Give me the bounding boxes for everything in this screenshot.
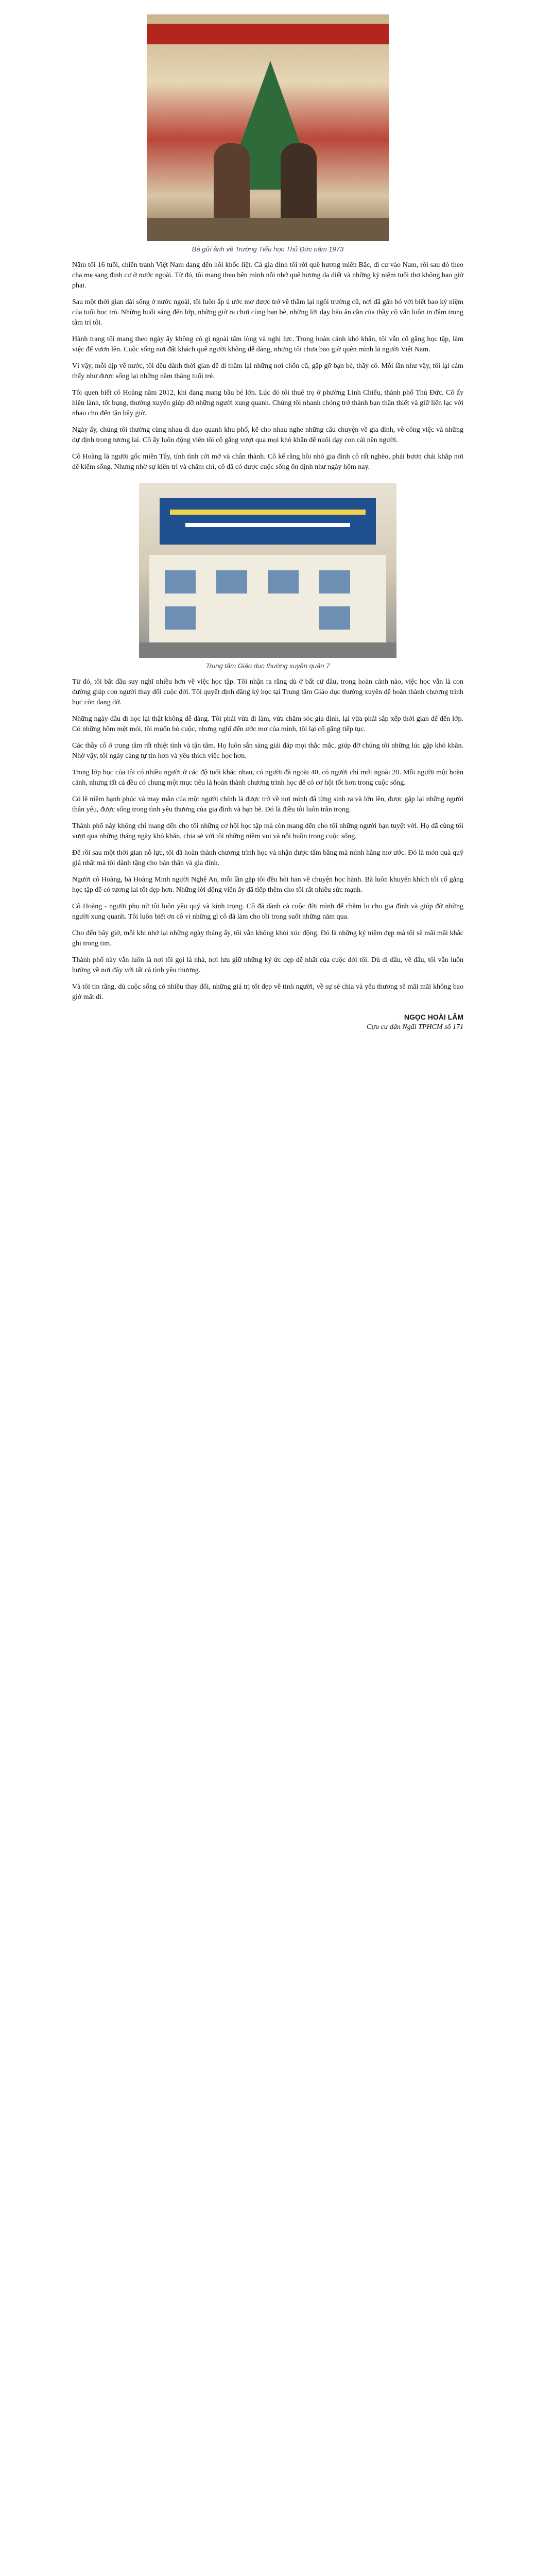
paragraph: Có lẽ niềm hạnh phúc và may mắn của một người chính là được trở về nơi mình đã từng sinh ra và lớn lên, được gặp lại những người thân yêu, được sống trong tình yêu thương của gia đình và bạn bè. Đó là điều tôi luôn trân trọng.	[72, 795, 463, 814]
photo-education-center	[139, 483, 396, 658]
paragraph: Cho đến bây giờ, mỗi khi nhớ lại những ngày tháng ấy, tôi vẫn không khỏi xúc động. Đó là những kỷ niệm đẹp mà tôi sẽ mãi mãi khắc ghi trong tim.	[72, 929, 463, 947]
paragraph: Sau một thời gian dài sống ở nước ngoài, tôi luôn ấp ủ ước mơ được trở về thăm lại ngôi trường cũ, nơi đã gắn bó với biết bao kỷ niệm của tuổi học trò. Những buổi sáng đến lớp, những giờ ra chơi cùng bạn bè, những lời dạy bảo ân cần của thầy cô vẫn luôn in đậm trong tâm trí tôi.	[72, 298, 463, 327]
paragraph: Người cô Hoàng, bà Hoàng Minh người Nghệ An, mỗi lần gặp tôi đều hỏi han về chuyện học hành. Bà luôn khuyến khích tôi cố gắng học tập để có tương lai tốt đẹp hơn. Những lời động viên ấy đã tiếp thêm cho tôi rất nhiều sức mạnh.	[72, 876, 463, 894]
article	[72, 0, 463, 1031]
paragraph: Vì vậy, mỗi dịp về nước, tôi đều dành thời gian để đi thăm lại những nơi chốn cũ, gặp gỡ bạn bè, thầy cô. Mỗi lần như vậy, tôi lại cảm thấy như được sống lại những năm tháng tuổi trẻ.	[72, 362, 463, 380]
author-signature	[72, 1013, 463, 1031]
paragraph: Và tôi tin rằng, dù cuộc sống có nhiều thay đổi, những giá trị tốt đẹp về tình người, về sự sẻ chia và yêu thương sẽ mãi mãi không bao giờ mất đi.	[72, 983, 463, 1001]
figure-education-center	[72, 483, 463, 670]
paragraph: Ngày ấy, chúng tôi thường cùng nhau đi dạo quanh khu phố, kể cho nhau nghe những câu chuyện về gia đình, về công việc và những dự định trong tương lai. Cô ấy luôn động viên tôi cố gắng vượt qua mọi khó khăn để nuôi dạy con cái nên người.	[72, 426, 463, 444]
figure-caption: Trung tâm Giáo dục thường xuyên quận 7	[205, 662, 330, 670]
author-name: NGỌC HOÀI LÂM	[404, 1013, 463, 1021]
paragraph: Các thầy cô ở trung tâm rất nhiệt tình và tận tâm. Họ luôn sẵn sàng giải đáp mọi thắc mắc, giúp đỡ chúng tôi những lúc gặp khó khăn. Nhờ vậy, tôi ngày càng tự tin hơn và yêu thích việc học hơn.	[72, 742, 463, 760]
paragraph: Hành trang tôi mang theo ngày ấy không có gì ngoài tấm lòng và nghị lực. Trong hoàn cảnh khó khăn, tôi vẫn cố gắng học tập, làm việc để vươn lên. Cuộc sống nơi đất khách quê người không dễ dàng, nhưng tôi chưa bao giờ quên mình là người Việt Nam.	[72, 335, 463, 353]
paragraph: Từ đó, tôi bắt đầu suy nghĩ nhiều hơn về việc học tập. Tôi nhận ra rằng dù ở bất cứ đâu, trong hoàn cảnh nào, việc học vẫn là con đường giúp con người thay đổi cuộc đời. Tôi quyết định đăng ký học tại Trung tâm Giáo dục thường xuyên để hoàn thành chương trình học còn dang dở.	[72, 678, 463, 706]
paragraph: Tôi quen biết cô Hoàng năm 2012, khi đang mang bầu bé lớn. Lúc đó tôi thuê trọ ở phường Linh Chiểu, thành phố Thủ Đức. Cô ấy hiền lành, tốt bụng, thường xuyên giúp đỡ những người xung quanh. Chúng tôi nhanh chóng trở thành bạn thân thiết và giữ liên lạc với nhau cho đến tận bây giờ.	[72, 389, 463, 417]
paragraph: Năm tôi 16 tuổi, chiến tranh Việt Nam đang đến hồi khốc liệt. Cả gia đình tôi rời quê hương miền Bắc, di cư vào Nam, rồi sau đó theo cha mẹ sang định cư ở nước ngoài. Từ đó, tôi mang theo bên mình nỗi nhớ quê hương da diết và những kỷ niệm tuổi thơ không bao giờ phai.	[72, 261, 463, 290]
figure-caption: Bà gửi ảnh về Trường Tiểu học Thủ Đức năm 1973	[192, 245, 344, 253]
paragraph: Cô Hoàng là người gốc miền Tây, tính tình cởi mở và chân thành. Cô kể rằng hồi nhỏ gia đình cô rất nghèo, phải bươn chải khắp nơi để kiếm sống. Nhưng nhờ sự kiên trì và chăm chỉ, cô đã có được cuộc sống ổn định như ngày hôm nay.	[72, 453, 463, 471]
author-source: Cựu cư dân Ngãi TPHCM số 171	[367, 1023, 463, 1031]
paragraph: Cô Hoàng - người phụ nữ tôi luôn yêu quý và kính trọng. Cô đã dành cả cuộc đời mình để chăm lo cho gia đình và giúp đỡ những người xung quanh. Tôi luôn biết ơn cô vì những gì cô đã làm cho tôi trong suốt những năm qua.	[72, 903, 463, 921]
paragraph: Thành phố này vẫn luôn là nơi tôi gọi là nhà, nơi lưu giữ những ký ức đẹp đẽ nhất của cuộc đời tôi. Dù đi đâu, về đâu, tôi vẫn luôn hướng về nơi đây với tất cả tình yêu thương.	[72, 956, 463, 974]
paragraph: Trong lớp học của tôi có nhiều người ở các độ tuổi khác nhau, có người đã ngoài 40, có người chỉ mới ngoài 20. Mỗi người một hoàn cảnh, nhưng tất cả đều có chung một mục tiêu là hoàn thành chương trình học để có cơ hội tốt hơn trong cuộc sống.	[72, 769, 463, 787]
photo-school-visit	[147, 14, 389, 241]
paragraph: Thành phố này không chỉ mang đến cho tôi những cơ hội học tập mà còn mang đến cho tôi những người bạn tuyệt vời. Họ đã cùng tôi vượt qua những tháng ngày khó khăn, chia sẻ với tôi những niềm vui và nỗi buồn trong cuộc sống.	[72, 822, 463, 840]
paragraph: Để rồi sau một thời gian nỗ lực, tôi đã hoàn thành chương trình học và nhận được tấm bằng mà mình hằng mơ ước. Đó là món quà quý giá nhất mà tôi dành tặng cho bản thân và gia đình.	[72, 849, 463, 867]
figure-school-visit	[72, 14, 463, 253]
paragraph: Những ngày đầu đi học lại thật không dễ dàng. Tôi phải vừa đi làm, vừa chăm sóc gia đình, lại vừa phải sắp xếp thời gian để đến lớp. Có những hôm mệt mỏi, tôi muốn bỏ cuộc, nhưng nghĩ đến ước mơ của mình, tôi lại cố gắng tiếp tục.	[72, 715, 463, 733]
